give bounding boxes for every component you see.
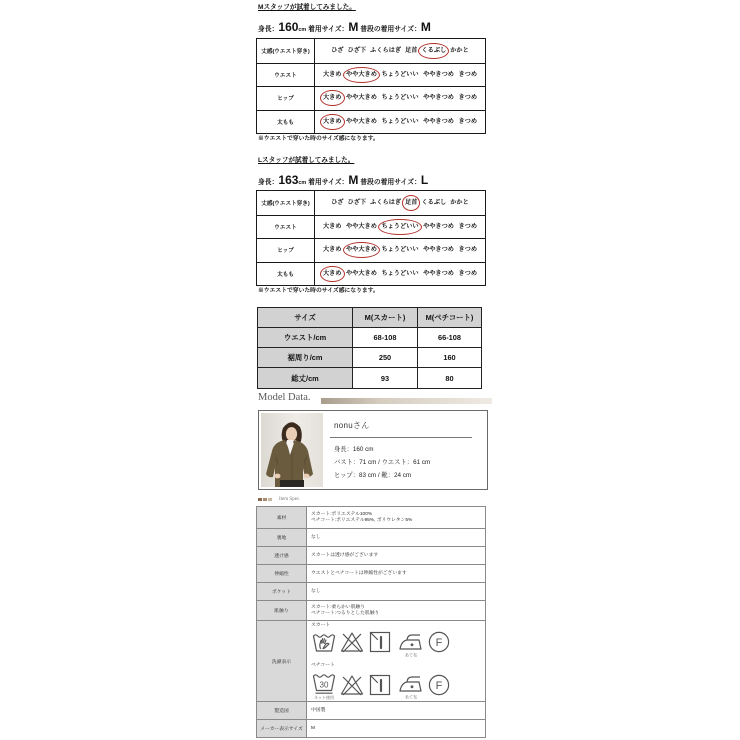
spec-row-material [257,507,485,528]
fit-options [315,216,485,239]
spec-value-line: ペチコート:ポリエステル95%, ポリウレタン5% [311,517,413,523]
model-data-card [258,410,488,490]
spec-label: 裏地 [257,529,307,546]
fit-options [315,64,485,87]
fit-option-label: きつめ [458,269,478,277]
model-measurement: バスト：71 cm / ウエスト：61 cm [334,459,431,466]
spec-value-line: なし [311,588,321,594]
wear-size-label: 着用サイズ： [308,26,349,33]
fit-option-label: 足首 [405,46,418,54]
fit-option-label: やや大きめ [346,246,377,254]
fit-option-label: やや大きめ [346,70,377,78]
fit-option-label: ややきつめ [423,222,454,230]
height-label: 身長： [258,179,279,186]
staff-l-title: Lスタッフが試着してみました。 [258,157,355,164]
fit-option [331,199,343,207]
fit-option-label: きつめ [458,94,478,102]
net-note: ネット使用 [314,695,334,700]
height-label: 身長： [258,26,279,33]
fit-option-label: ひざ下 [347,46,367,54]
fit-option [381,246,418,254]
staff-l-note: ※ウエストで穿いた時のサイズ感になります。 [258,288,379,294]
fit-option [346,94,377,102]
size-chart-row [258,327,481,347]
fit-option-selected [346,246,377,254]
spec-row-origin [257,701,485,719]
fit-option-selected [381,223,418,231]
fit-option-label: ちょうどいい [381,222,419,230]
item-spec-heading [258,495,300,503]
item-spec-table [256,506,486,738]
iron-note: あて布 [405,694,417,700]
heading-square-icon [258,498,262,501]
spec-label: 肌触り [257,601,307,620]
dry-clean-letter: F [435,680,443,692]
item-spec-heading-text: Item Spec. [279,496,301,502]
size-chart-row-label: 総丈/cm [258,368,353,388]
spec-label: 素材 [257,507,307,528]
fit-option [405,47,417,55]
selection-circle [343,242,380,258]
laundry-symbols [307,621,485,701]
spec-value [307,529,485,546]
staff-l-fit-table [256,190,486,286]
size-chart-cell: 93 [353,368,418,388]
fit-row-label: ウエスト [257,216,315,239]
fit-option-label: やや大きめ [346,94,377,102]
fit-option-label: やや大きめ [346,117,377,125]
spec-row-laundry [257,620,485,701]
size-chart-row-label: ウエスト/cm [258,328,353,347]
spec-label: メーカー表示サイズ [257,720,307,737]
fit-option [450,47,469,55]
staff-m-note: ※ウエストで穿いた時のサイズ感になります。 [258,136,379,142]
fit-option [421,199,446,207]
wear-size-label: 着用サイズ： [308,179,349,186]
size-chart-cell: 160 [443,353,456,362]
fit-option-selected [323,94,342,102]
fit-option-selected [405,199,417,207]
fit-option-label: ややきつめ [423,269,454,277]
fit-row-label: 太もも [257,111,315,134]
size-chart-header: M(スカート) [353,308,418,327]
size-chart-header: サイズ [258,308,353,327]
usual-size-value: M [420,20,431,34]
fit-row [257,215,485,239]
fit-option-label: 足首 [405,198,418,206]
fit-options [315,191,485,215]
size-chart-row-label: 裾周り/cm [258,348,353,367]
fit-option-label: きつめ [458,70,478,78]
fit-option [423,270,454,278]
heading-square-icon [268,498,272,501]
selection-circle [402,195,420,211]
usual-size-label: 普段の着用サイズ： [360,26,421,33]
spec-label: 洗濯表示 [257,621,307,701]
fit-options [315,39,485,63]
size-chart-cell: 66-108 [437,333,461,342]
model-measurement: ヒップ：83 cm / 靴：24 cm [334,472,412,479]
spec-value [307,547,485,564]
spec-row-maker-size [257,719,485,737]
heading-square-icon [263,498,267,501]
fit-option [370,47,401,55]
model-name-divider [330,437,472,438]
laundry-group-name: スカート [311,623,331,628]
fit-option [323,246,342,254]
spec-row-pocket [257,582,485,600]
size-chart-table [257,307,482,389]
fit-option [346,118,377,126]
fit-option-label: かかと [450,198,469,206]
model-measurement: 身長：160 cm [334,446,374,453]
size-chart-row [258,347,481,367]
fit-option-label: 大きめ [322,269,342,277]
wear-size-value: M [348,20,359,34]
fit-option-label: やや大きめ [346,222,377,230]
fit-option-label: ちょうどいい [381,94,419,102]
height-unit: cm [298,180,307,186]
fit-row [257,110,485,134]
spec-row-texture [257,600,485,620]
fit-option-label: ひざ [331,198,344,206]
usual-size-label: 普段の着用サイズ： [360,179,421,186]
size-chart-row [258,367,481,388]
fit-option [370,199,401,207]
staff-l-size-line [258,173,428,190]
fit-row-label: 丈感(ウエスト穿き) [257,39,315,63]
fit-option [331,47,343,55]
spec-label: 製造国 [257,702,307,719]
size-chart-header-row [258,308,481,327]
fit-option-label: 大きめ [322,94,342,102]
spec-value-line: M [311,725,315,731]
model-name: nonuさん [334,421,370,430]
fit-option-label: ひざ下 [347,198,367,206]
fit-option-label: ちょうどいい [381,70,419,78]
spec-row-stretch [257,564,485,582]
fit-option [346,223,377,231]
fit-option-label: 大きめ [322,70,342,78]
fit-row [257,63,485,87]
iron-note: あて布 [405,652,417,658]
fit-option [423,118,454,126]
spec-value-line: ペチコート:つるりとした肌触り [311,610,380,616]
usual-size-value: L [420,173,429,187]
fit-option [423,246,454,254]
fit-option [381,71,418,79]
dry-clean-f-icon [428,674,450,696]
spec-value-line: スカート:ポリエステル100% [311,511,373,517]
fit-option-label: ややきつめ [423,246,454,254]
fit-row [257,262,485,286]
fit-row [257,39,485,63]
fit-option [381,94,418,102]
fit-option [381,118,418,126]
fit-option [459,270,478,278]
spec-value [307,565,485,582]
wash-30-net-icon [312,671,336,700]
shade-line-dry-icon [369,631,391,653]
spec-label: ポケット [257,583,307,600]
fit-option-selected [323,118,342,126]
fit-option-selected [421,47,446,55]
fit-row-label: ヒップ [257,239,315,262]
dry-clean-letter: F [435,637,443,649]
fit-option-label: くるぶし [421,198,447,206]
fit-option [323,71,342,79]
spec-label: 伸縮性 [257,565,307,582]
fit-option [423,94,454,102]
spec-value [307,720,485,737]
spec-value-line: スカートは透け感がございます [311,552,379,558]
fit-row [257,86,485,110]
size-chart-cell: 250 [353,348,418,367]
fit-option-label: きつめ [458,222,478,230]
fit-row-label: ウエスト [257,64,315,87]
fit-option-label: ややきつめ [423,117,454,125]
fit-option [459,94,478,102]
height-value: 160 [278,20,299,34]
height-unit: cm [298,27,307,33]
no-bleach-icon [340,630,364,654]
spec-value [307,601,485,620]
fit-option-label: かかと [450,46,469,54]
spec-value [307,507,485,528]
fit-option-label: 大きめ [322,222,342,230]
fit-option-label: やや大きめ [346,269,377,277]
fit-options [315,87,485,110]
selection-circle [320,266,345,282]
fit-row [257,191,485,215]
spec-value [307,702,485,719]
fit-options [315,239,485,262]
hand-wash-icon [312,630,336,654]
iron-with-cloth-icon [398,630,424,658]
fit-option [348,47,367,55]
fit-option [450,199,469,207]
fit-option-label: ふくらはぎ [370,46,402,54]
size-chart-cell: 80 [445,373,454,383]
fit-option [423,71,454,79]
no-bleach-icon [340,673,364,697]
laundry-group-name: ペチコート [311,663,335,668]
fit-row-label: 太もも [257,263,315,286]
fit-option-label: ややきつめ [423,70,454,78]
iron-with-cloth-icon [398,672,424,700]
staff-m-title: Mスタッフが試着してみました。 [258,4,356,11]
spec-row-sheerness [257,546,485,564]
fit-option-label: ちょうどいい [381,117,419,125]
selection-circle [378,219,421,235]
wear-size-value: M [348,173,359,187]
fit-option-label: ややきつめ [423,94,454,102]
staff-m-fit-table [256,38,486,134]
size-chart-header: M(ペチコート) [418,308,481,327]
fit-option [459,118,478,126]
spec-value-line: 中国製 [311,707,326,713]
fit-option [323,223,342,231]
selection-circle [320,114,345,130]
spec-label: 透け感 [257,547,307,564]
height-value: 163 [278,173,299,187]
fit-option [459,246,478,254]
fit-options [315,111,485,134]
model-data-heading: Model Data. [258,392,311,403]
fit-option [381,270,418,278]
fit-option-label: ちょうどいい [381,246,419,254]
spec-value [307,583,485,600]
fit-options [315,263,485,286]
selection-circle [320,90,345,106]
fit-option-label: きつめ [458,246,478,254]
fit-option-selected [346,71,377,79]
fit-row-label: ヒップ [257,87,315,110]
dry-clean-f-icon [428,631,450,653]
fit-row [257,238,485,262]
fit-option [346,270,377,278]
fit-option [423,223,454,231]
spec-row-lining [257,528,485,546]
fit-option-label: ふくらはぎ [370,198,402,206]
selection-circle [343,67,380,83]
fit-option-selected [323,270,342,278]
fit-option [459,223,478,231]
model-data-heading-bar [321,398,492,404]
shade-line-dry-icon [369,674,391,696]
wash-temperature: 30 [319,680,329,690]
fit-option [348,199,367,207]
size-chart-cell: 68-108 [353,328,418,347]
selection-circle [418,43,449,59]
fit-option-label: ひざ [331,46,344,54]
staff-m-size-line [258,20,431,37]
spec-value-line: スカート:柔らかい肌触り [311,604,366,610]
spec-value-line: なし [311,534,321,540]
model-photo [261,413,323,487]
fit-option [459,71,478,79]
fit-row-label: 丈感(ウエスト穿き) [257,191,315,215]
fit-option-label: きつめ [458,117,478,125]
spec-value-line: ウエストとペチコートは伸縮性がございます [311,570,407,576]
fit-option-label: 大きめ [322,117,342,125]
fit-option-label: ちょうどいい [381,269,419,277]
fit-option-label: 大きめ [322,246,342,254]
fit-option-label: くるぶし [421,46,447,54]
